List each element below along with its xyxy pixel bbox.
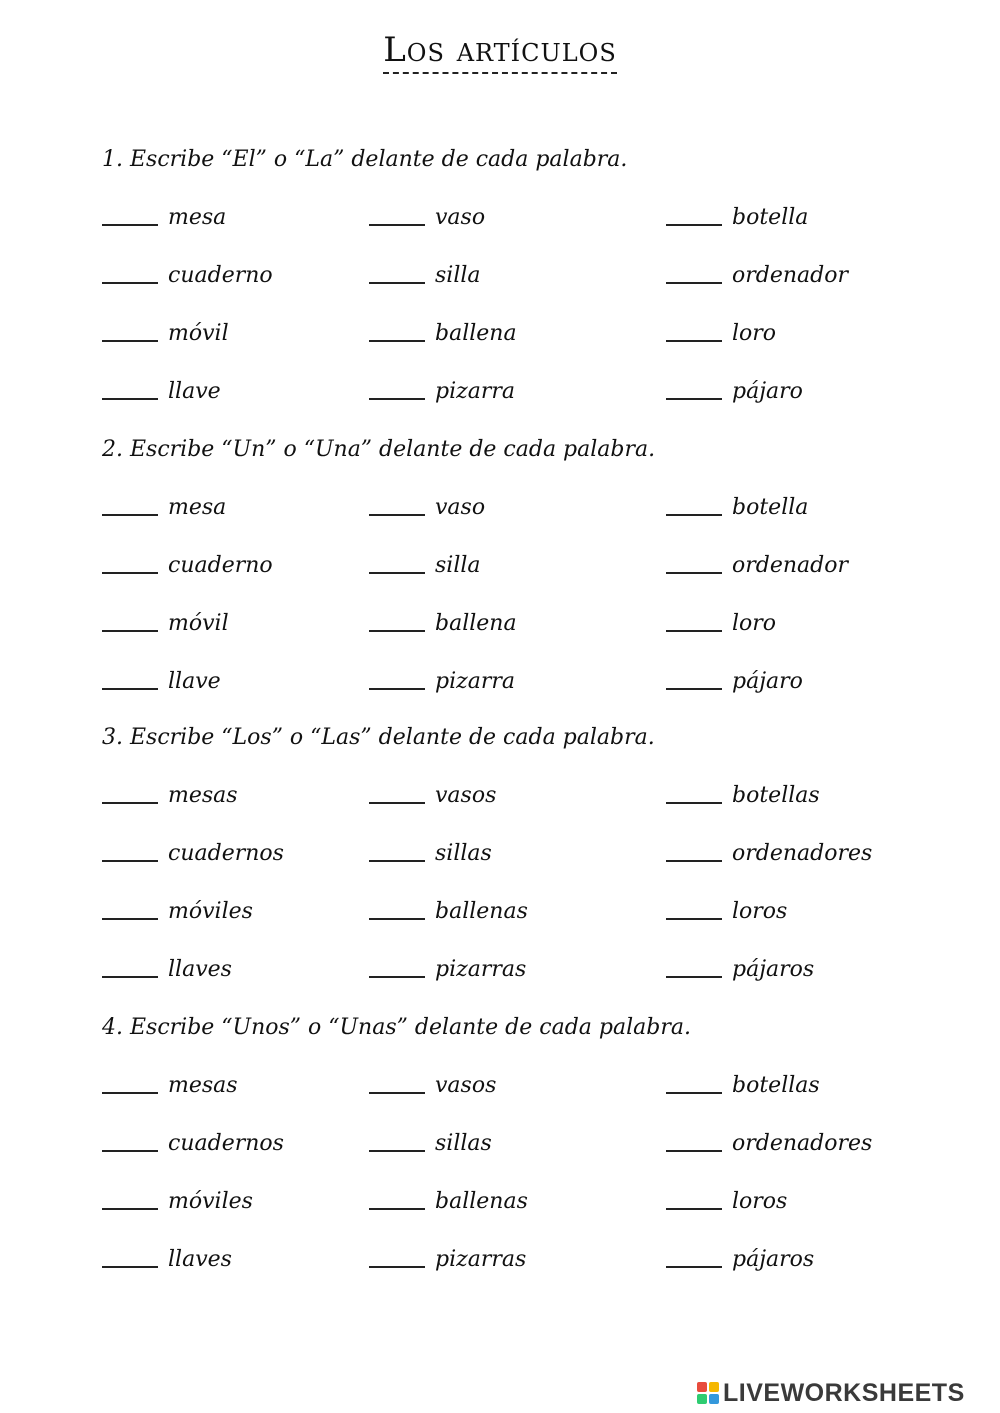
answer-blank[interactable]: [102, 1182, 158, 1210]
exercise-section: [102, 718, 962, 1008]
word-label: llave: [168, 379, 221, 404]
answer-blank[interactable]: [102, 950, 158, 978]
word-label: ordenadores: [732, 841, 873, 866]
word-item: [666, 314, 776, 354]
word-item: [369, 892, 528, 932]
word-item: [369, 950, 526, 990]
answer-blank[interactable]: [369, 314, 425, 342]
answer-blank[interactable]: [666, 950, 722, 978]
word-row: [102, 256, 962, 314]
answer-blank[interactable]: [102, 1066, 158, 1094]
answer-blank[interactable]: [666, 1066, 722, 1094]
word-item: [666, 372, 803, 412]
word-label: vaso: [435, 205, 486, 230]
word-item: [666, 256, 848, 296]
word-item: [102, 372, 221, 412]
word-item: [102, 776, 238, 816]
exercise-heading: 3. Escribe “Los” o “Las” delante de cada palabra.: [102, 725, 655, 750]
word-label: ordenador: [732, 263, 848, 288]
word-row: [102, 604, 962, 662]
answer-blank[interactable]: [102, 314, 158, 342]
word-label: ballena: [435, 611, 517, 636]
word-grid: [102, 776, 962, 1008]
word-item: [666, 546, 848, 586]
word-row: [102, 950, 962, 1008]
answer-blank[interactable]: [369, 950, 425, 978]
word-label: loro: [732, 611, 777, 636]
exercise-heading: 1. Escribe “El” o “La” delante de cada palabra.: [102, 147, 628, 172]
answer-blank[interactable]: [369, 604, 425, 632]
word-item: [102, 1182, 253, 1222]
word-label: ordenadores: [732, 1131, 873, 1156]
word-label: sillas: [435, 1131, 492, 1156]
answer-blank[interactable]: [369, 1182, 425, 1210]
word-row: [102, 488, 962, 546]
word-grid: [102, 198, 962, 430]
word-label: vasos: [435, 1073, 497, 1098]
answer-blank[interactable]: [102, 372, 158, 400]
word-row: [102, 776, 962, 834]
word-grid: [102, 488, 962, 720]
word-label: silla: [435, 553, 481, 578]
word-label: mesas: [168, 783, 238, 808]
word-label: cuaderno: [168, 553, 273, 578]
word-label: móviles: [168, 1189, 253, 1214]
worksheet-title: [0, 30, 1000, 70]
word-row: [102, 314, 962, 372]
answer-blank[interactable]: [369, 662, 425, 690]
word-item: [102, 604, 229, 644]
word-label: pizarra: [435, 669, 515, 694]
word-label: llave: [168, 669, 221, 694]
word-label: cuadernos: [168, 841, 284, 866]
answer-blank[interactable]: [666, 198, 722, 226]
word-item: [369, 256, 481, 296]
word-item: [369, 546, 481, 586]
answer-blank[interactable]: [666, 488, 722, 516]
word-item: [369, 1124, 492, 1164]
word-item: [666, 604, 776, 644]
word-label: pájaro: [732, 379, 803, 404]
answer-blank[interactable]: [666, 662, 722, 690]
answer-blank[interactable]: [102, 546, 158, 574]
word-label: loros: [732, 899, 788, 924]
answer-blank[interactable]: [666, 314, 722, 342]
word-label: ordenador: [732, 553, 848, 578]
word-item: [102, 834, 284, 874]
word-label: mesa: [168, 495, 227, 520]
answer-blank[interactable]: [369, 546, 425, 574]
word-item: [102, 1240, 232, 1280]
word-label: loros: [732, 1189, 788, 1214]
word-item: [666, 1182, 787, 1222]
word-item: [369, 1066, 496, 1106]
word-label: botellas: [732, 1073, 820, 1098]
word-item: [102, 1124, 284, 1164]
word-item: [666, 1240, 814, 1280]
word-row: [102, 546, 962, 604]
answer-blank[interactable]: [666, 372, 722, 400]
word-label: móvil: [168, 321, 229, 346]
word-item: [369, 662, 515, 702]
exercise-section: [102, 430, 962, 720]
exercise-section: [102, 1008, 962, 1298]
word-item: [102, 314, 229, 354]
word-item: [369, 604, 517, 644]
answer-blank[interactable]: [369, 1124, 425, 1152]
answer-blank[interactable]: [369, 1066, 425, 1094]
word-label: llaves: [168, 957, 232, 982]
answer-blank[interactable]: [666, 1182, 722, 1210]
word-label: loro: [732, 321, 777, 346]
answer-blank[interactable]: [666, 546, 722, 574]
word-label: móvil: [168, 611, 229, 636]
logo-square: [697, 1394, 707, 1404]
brand-name: LIVEWORKSHEETS: [723, 1378, 965, 1407]
word-item: [369, 1182, 528, 1222]
answer-blank[interactable]: [666, 256, 722, 284]
title-text: Los artículos: [383, 30, 617, 74]
word-label: pájaros: [732, 1247, 815, 1272]
word-label: ballenas: [435, 899, 528, 924]
word-label: cuaderno: [168, 263, 273, 288]
word-item: [369, 834, 492, 874]
word-label: mesas: [168, 1073, 238, 1098]
word-label: ballena: [435, 321, 517, 346]
answer-blank[interactable]: [369, 1240, 425, 1268]
word-label: vaso: [435, 495, 486, 520]
logo-square: [697, 1382, 707, 1392]
word-item: [666, 488, 808, 528]
word-row: [102, 662, 962, 720]
answer-blank[interactable]: [102, 256, 158, 284]
answer-blank[interactable]: [369, 834, 425, 862]
answer-blank[interactable]: [369, 198, 425, 226]
word-label: vasos: [435, 783, 497, 808]
word-item: [102, 892, 253, 932]
answer-blank[interactable]: [369, 488, 425, 516]
word-label: botellas: [732, 783, 820, 808]
word-item: [369, 314, 517, 354]
answer-blank[interactable]: [369, 256, 425, 284]
word-item: [102, 546, 273, 586]
word-row: [102, 1182, 962, 1240]
word-item: [369, 372, 515, 412]
word-item: [102, 950, 232, 990]
word-item: [666, 950, 814, 990]
word-item: [102, 488, 226, 528]
word-label: silla: [435, 263, 481, 288]
word-label: pájaros: [732, 957, 815, 982]
word-item: [369, 198, 485, 238]
answer-blank[interactable]: [102, 198, 158, 226]
word-label: pájaro: [732, 669, 803, 694]
word-item: [666, 198, 808, 238]
answer-blank[interactable]: [102, 488, 158, 516]
answer-blank[interactable]: [102, 892, 158, 920]
exercise-heading: 2. Escribe “Un” o “Una” delante de cada palabra.: [102, 437, 656, 462]
answer-blank[interactable]: [369, 892, 425, 920]
word-row: [102, 198, 962, 256]
word-label: pizarras: [435, 1247, 527, 1272]
answer-blank[interactable]: [102, 834, 158, 862]
word-item: [666, 892, 787, 932]
word-row: [102, 1240, 962, 1298]
word-label: ballenas: [435, 1189, 528, 1214]
word-item: [369, 1240, 526, 1280]
word-item: [102, 256, 273, 296]
liveworksheets-logo: [697, 1378, 965, 1408]
answer-blank[interactable]: [666, 834, 722, 862]
word-row: [102, 372, 962, 430]
word-label: pizarra: [435, 379, 515, 404]
word-row: [102, 834, 962, 892]
word-row: [102, 1124, 962, 1182]
answer-blank[interactable]: [666, 1240, 722, 1268]
word-row: [102, 892, 962, 950]
word-label: botella: [732, 205, 809, 230]
answer-blank[interactable]: [102, 1240, 158, 1268]
word-label: mesa: [168, 205, 227, 230]
logo-square: [709, 1394, 719, 1404]
word-label: móviles: [168, 899, 253, 924]
word-label: botella: [732, 495, 809, 520]
word-row: [102, 1066, 962, 1124]
word-label: llaves: [168, 1247, 232, 1272]
word-item: [666, 1066, 820, 1106]
word-label: cuadernos: [168, 1131, 284, 1156]
answer-blank[interactable]: [666, 1124, 722, 1152]
answer-blank[interactable]: [102, 604, 158, 632]
logo-square: [709, 1382, 719, 1392]
exercise-section: [102, 140, 962, 430]
word-item: [102, 662, 221, 702]
answer-blank[interactable]: [369, 372, 425, 400]
answer-blank[interactable]: [666, 892, 722, 920]
answer-blank[interactable]: [102, 776, 158, 804]
word-label: sillas: [435, 841, 492, 866]
answer-blank[interactable]: [102, 662, 158, 690]
word-item: [666, 834, 872, 874]
exercise-heading: 4. Escribe “Unos” o “Unas” delante de cada palabra.: [102, 1015, 691, 1040]
word-grid: [102, 1066, 962, 1298]
answer-blank[interactable]: [666, 776, 722, 804]
answer-blank[interactable]: [369, 776, 425, 804]
word-item: [369, 488, 485, 528]
word-item: [666, 1124, 872, 1164]
answer-blank[interactable]: [102, 1124, 158, 1152]
answer-blank[interactable]: [666, 604, 722, 632]
word-item: [102, 1066, 238, 1106]
word-item: [102, 198, 226, 238]
logo-mark-icon: [697, 1382, 719, 1404]
word-item: [666, 662, 803, 702]
word-label: pizarras: [435, 957, 527, 982]
word-item: [666, 776, 820, 816]
word-item: [369, 776, 496, 816]
